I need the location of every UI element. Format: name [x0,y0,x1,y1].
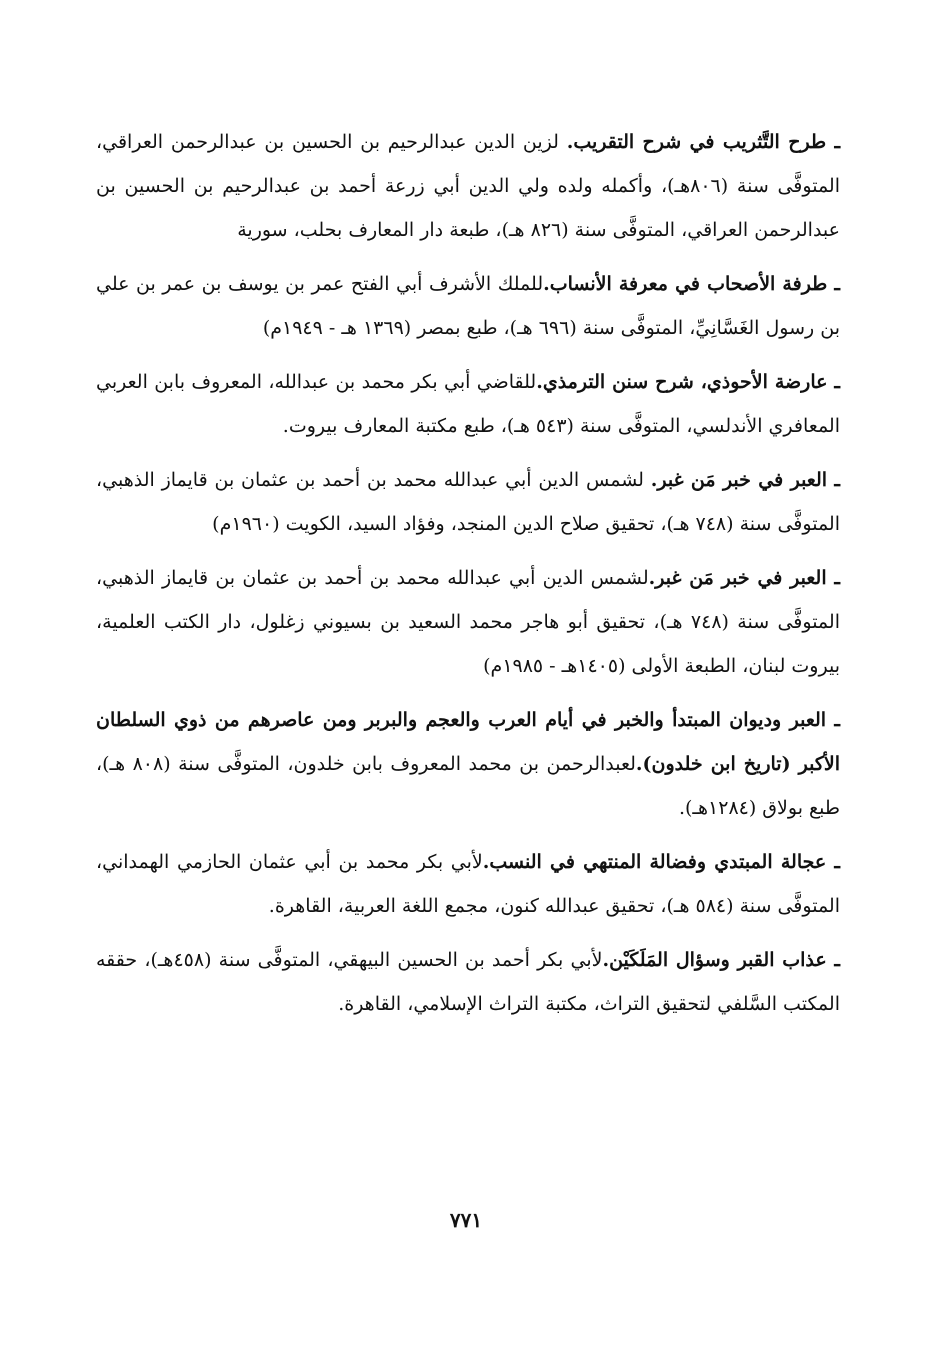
entry-title: ـ عذاب القبر وسؤال المَلَكَيْن. [602,949,840,971]
entry-text: لأبي بكر أحمد بن الحسين البيهقي، المتوفَّى سنة (٤٥٨هـ)، حققه المكتب السَّلفي لتحقيق التراث، مكتبة التراث الإسلامي، القاهرة. [96,949,840,1015]
entry-title: ـ عجالة المبتدي وفضالة المنتهي في النسب. [482,851,840,873]
bibliography-entry [96,698,840,830]
entry-text: لأبي بكر محمد بن أبي عثمان الحازمي الهمداني، المتوفَّى سنة (٥٨٤ هـ)، تحقيق عبدالله كنون، مجمع اللغة العربية، القاهرة. [96,851,840,917]
bibliography-entry [96,262,840,350]
entry-text: لزين الدين عبدالرحيم بن الحسين بن عبدالرحمن العراقي، المتوفَّى سنة (٨٠٦هـ)، وأكمله ولده ولي الدين أبي زرعة أحمد بن عبدالرحيم بن الحسين بن عبدالرحمن العراقي، المتوفَّى سنة (٨٢٦ هـ)، طبعة دار المعارف بحلب، سورية [96,131,840,241]
entry-title: ـ عارضة الأحوذي، شرح سنن الترمذي. [536,371,840,393]
entry-text: لعبدالرحمن بن محمد المعروف بابن خلدون، المتوفَّى سنة (٨٠٨ هـ)، طبع بولاق (١٢٨٤هـ). [96,753,840,819]
entry-text: للقاضي أبي بكر محمد بن عبدالله، المعروف بابن العربي المعافري الأندلسي، المتوفَّى سنة (٥٤٣ هـ)، طبع مكتبة المعارف بيروت. [96,371,840,437]
entry-title: ـ طرفة الأصحاب في معرفة الأنساب. [543,273,840,295]
entry-text: لشمس الدين أبي عبدالله محمد بن أحمد بن عثمان بن قايماز الذهبي، المتوفَّى سنة (٧٤٨ هـ)، تحقيق صلاح الدين المنجد، وفؤاد السيد، الكويت (١٩٦٠م) [96,469,840,535]
entry-title: ـ طرح التَّثريب في شرح التقريب. [566,131,841,153]
bibliography-entry [96,360,840,448]
entry-title: ـ العبر في خبر مَن غبر. [650,469,840,491]
entry-title: ـ العبر في خبر مَن غبر. [648,567,841,589]
page-number: ٧٧١ [449,1208,483,1232]
bibliography-entry [96,840,840,928]
bibliography-entry [96,556,840,688]
bibliography-entry [96,938,840,1026]
bibliography-entry [96,458,840,546]
bibliography-page [96,120,840,1036]
entry-text: لشمس الدين أبي عبدالله محمد بن أحمد بن عثمان بن قايماز الذهبي، المتوفَّى سنة (٧٤٨ هـ)، تحقيق أبو هاجر محمد السعيد بن بسيوني زغلول، دار الكتب العلمية، بيروت لبنان، الطبعة الأولى (١٤٠٥هـ - ١٩٨٥م) [96,567,840,677]
entry-title: ـ العبر وديوان المبتدأ والخبر في أيام العرب والعجم والبربر ومن عاصرهم من ذوي السلطان الأكبر (تاريخ ابن خلدون). [96,709,840,775]
bibliography-entry [96,120,840,252]
entry-text: للملك الأشرف أبي الفتح عمر بن يوسف بن عمر بن علي بن رسول الغَسَّانِيِّ، المتوفَّى سنة (٦٩٦ هـ)، طبع بمصر (١٣٦٩ هـ - ١٩٤٩م) [96,273,840,339]
